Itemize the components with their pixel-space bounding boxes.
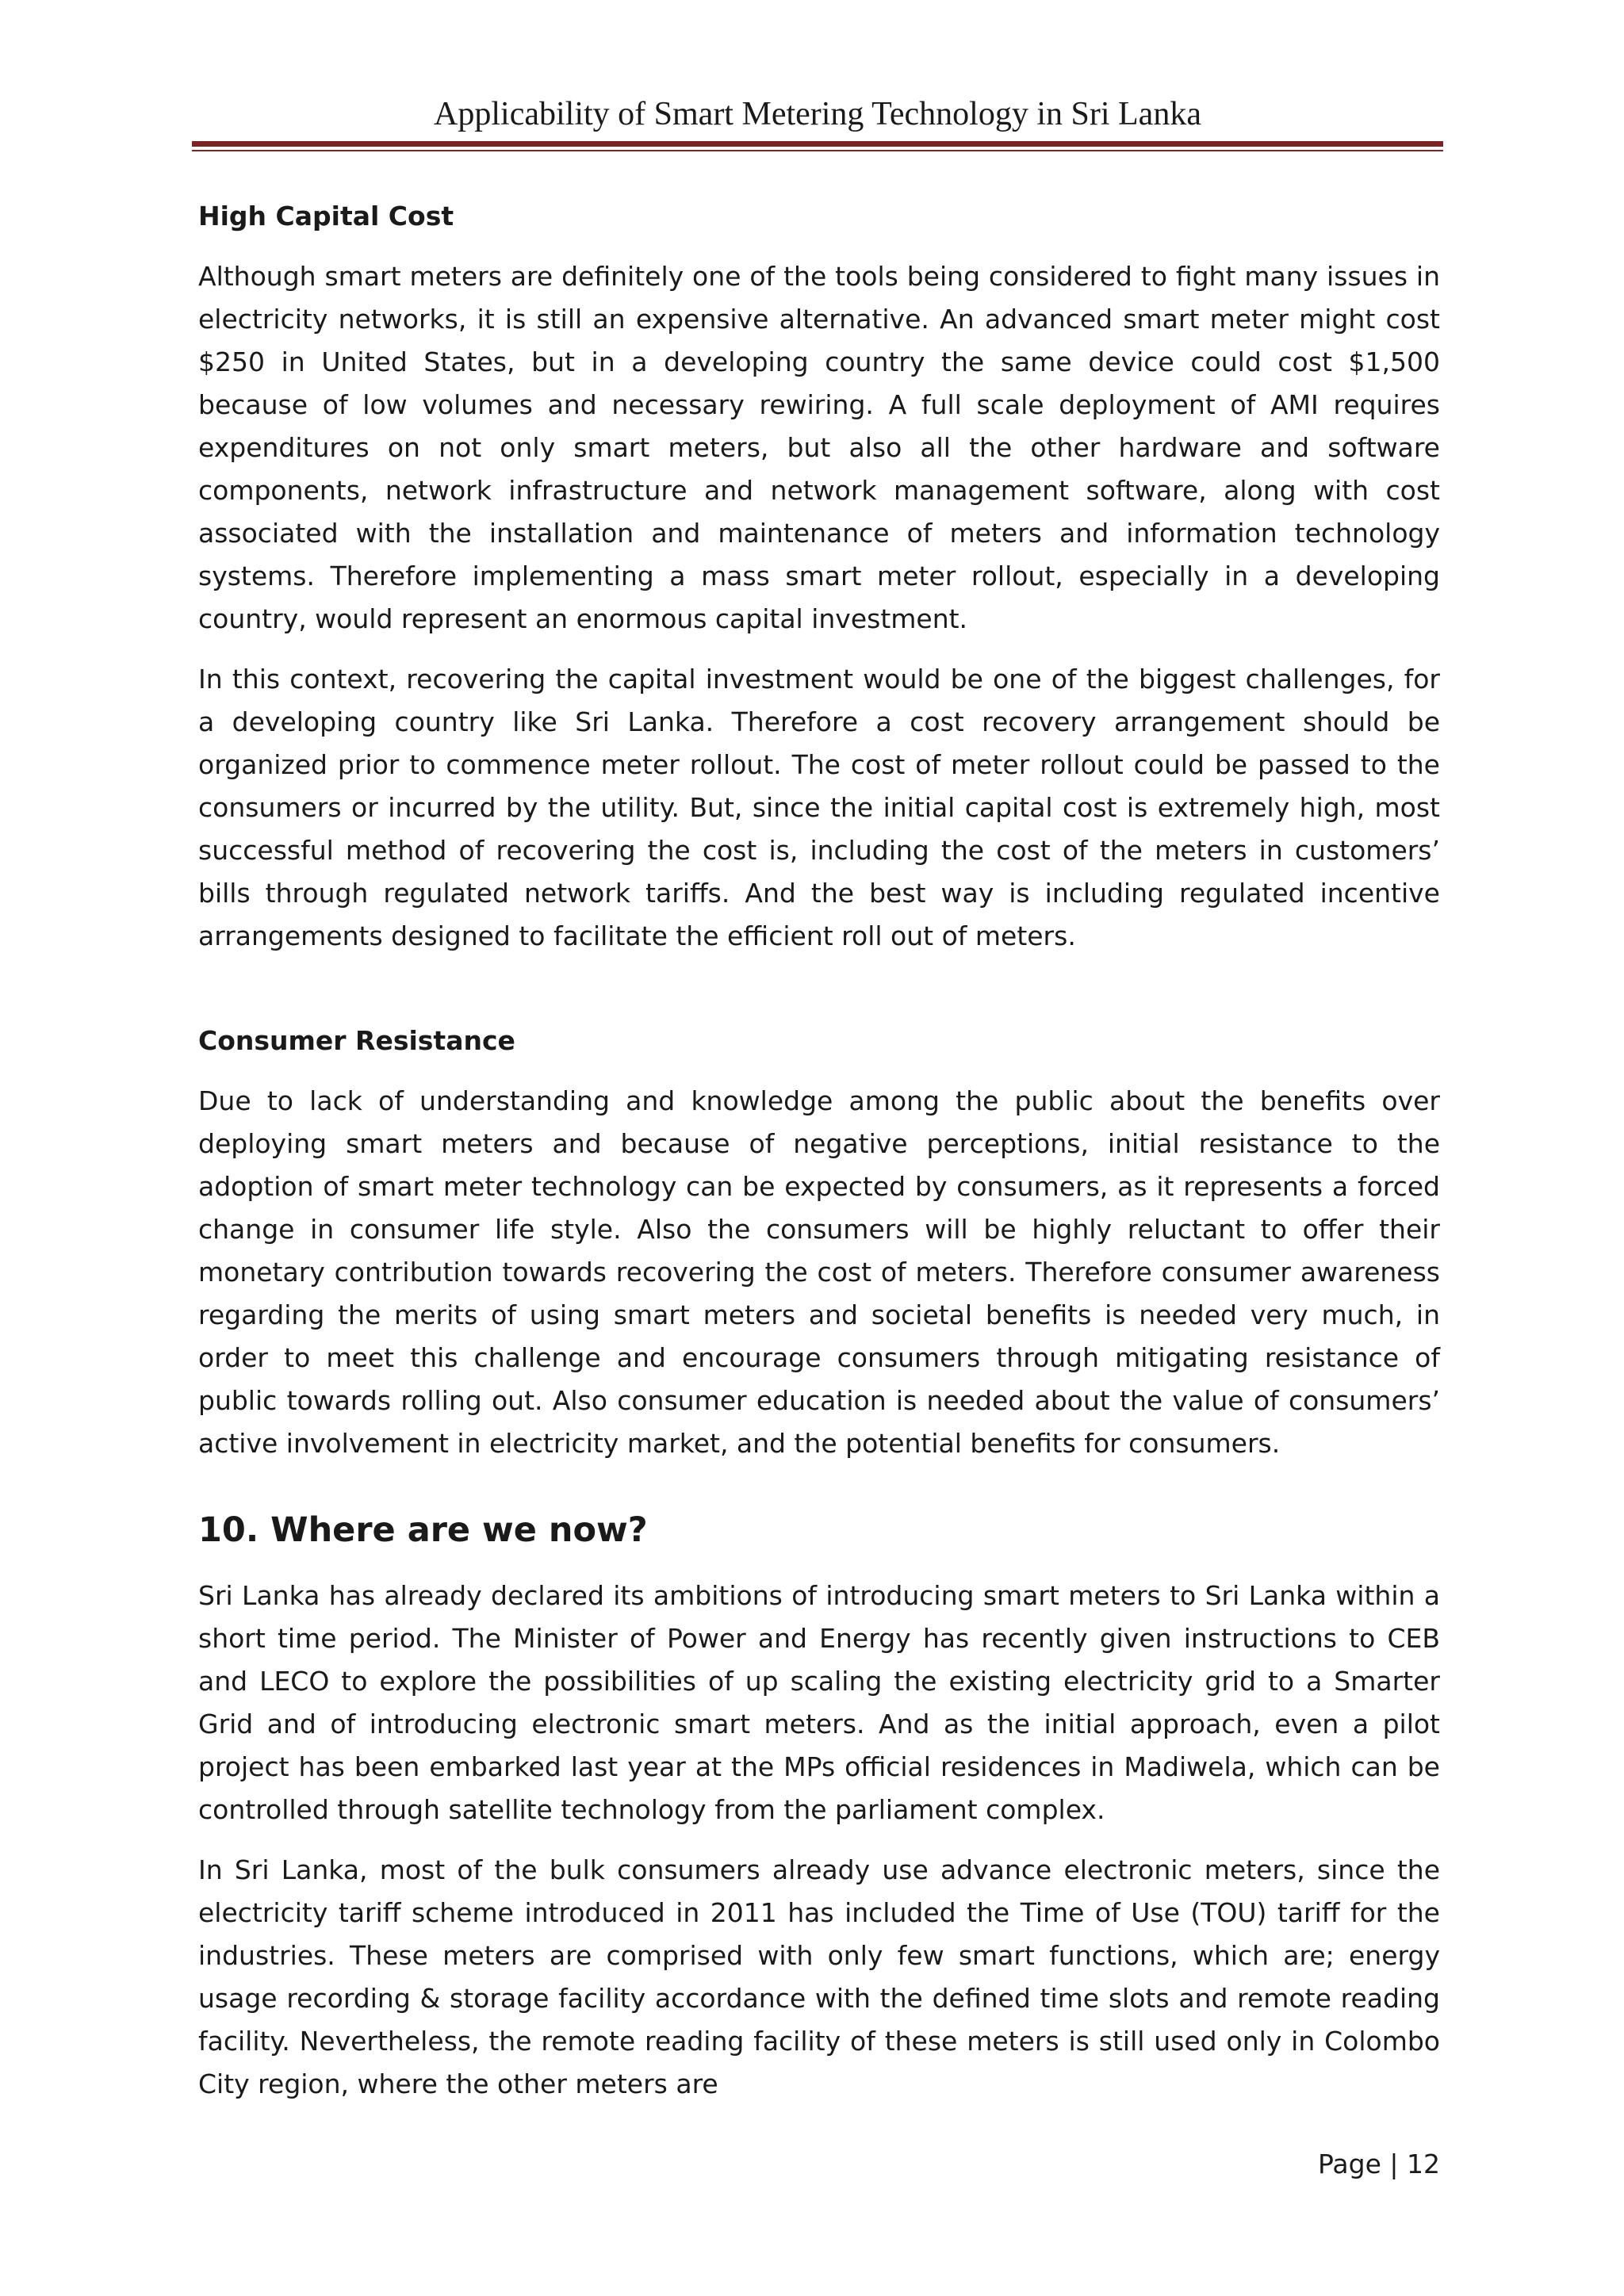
paragraph: In this context, recovering the capital investment would be one of the biggest challenges, for a developing country like Sri Lanka. Therefore a cost recovery arrangement should be organized prior to commence meter rollout. The cost of meter rollout could be passed to the consumers or incurred by the utility. But, since the initial capital cost is extremely high, most successful method of recovering the cost is, including the cost of the meters in customers’ bills through regulated network tariffs. And the best way is including regulated incentive arrangements designed to facilitate the efficient roll out of meters.: [198, 664, 1440, 951]
paragraph: Due to lack of understanding and knowledge among the public about the benefits over deploying smart meters and because of negative perceptions, initial resistance to the adoption of smart meter technology can be expected by consumers, as it represents a forced change in consumer life style. Also the consumers will be highly reluctant to offer their monetary contribution towards recovering the cost of meters. Therefore consumer awareness regarding the merits of using smart meters and societal benefits is needed very much, in order to meet this challenge and encourage consumers through mitigating resistance of public towards rolling out. Also consumer education is needed about the value of consumers’ active involvement in electricity market, and the potential benefits for consumers.: [198, 1085, 1440, 1459]
running-header: Applicability of Smart Metering Technology in Sri Lanka: [434, 96, 1201, 132]
page-number: Page | 12: [1318, 2149, 1440, 2179]
section-heading-high-capital-cost: High Capital Cost: [198, 201, 454, 232]
section-heading-consumer-resistance: Consumer Resistance: [198, 1025, 515, 1056]
section-heading-where-are-we-now: 10. Where are we now?: [198, 1510, 648, 1550]
paragraph: Sri Lanka has already declared its ambitions of introducing smart meters to Sri Lanka within a short time period. The Minister of Power and Energy has recently given instructions to CEB and LECO to explore the possibilities of up scaling the existing electricity grid to a Smarter Grid and of introducing electronic smart meters. And as the initial approach, even a pilot project has been embarked last year at the MPs official residences in Madiwela, which can be controlled through satellite technology from the parliament complex.: [198, 1580, 1440, 1825]
header-rule-thin: [192, 150, 1443, 151]
header-rule-thick: [192, 141, 1443, 147]
page-body: [198, 195, 1440, 2123]
section-spacer: [198, 975, 1440, 1020]
paragraph: In Sri Lanka, most of the bulk consumers already use advance electronic meters, since the electricity tariff scheme introduced in 2011 has included the Time of Use (TOU) tariff for the industries. These meters are comprised with only few smart functions, which are; energy usage recording & storage facility accordance with the defined time slots and remote reading facility. Nevertheless, the remote reading facility of these meters is still used only in Colombo City region, where the other meters are: [198, 1854, 1440, 2099]
paragraph: Although smart meters are definitely one of the tools being considered to fight many issues in electricity networks, it is still an expensive alternative. An advanced smart meter might cost $250 in United States, but in a developing country the same device could cost $1,500 because of low volumes and necessary rewiring. A full scale deployment of AMI requires expenditures on not only smart meters, but also all the other hardware and software components, network infrastructure and network management software, along with cost associated with the installation and maintenance of meters and information technology systems. Therefore implementing a mass smart meter rollout, especially in a developing country, would represent an enormous capital investment.: [198, 261, 1440, 634]
